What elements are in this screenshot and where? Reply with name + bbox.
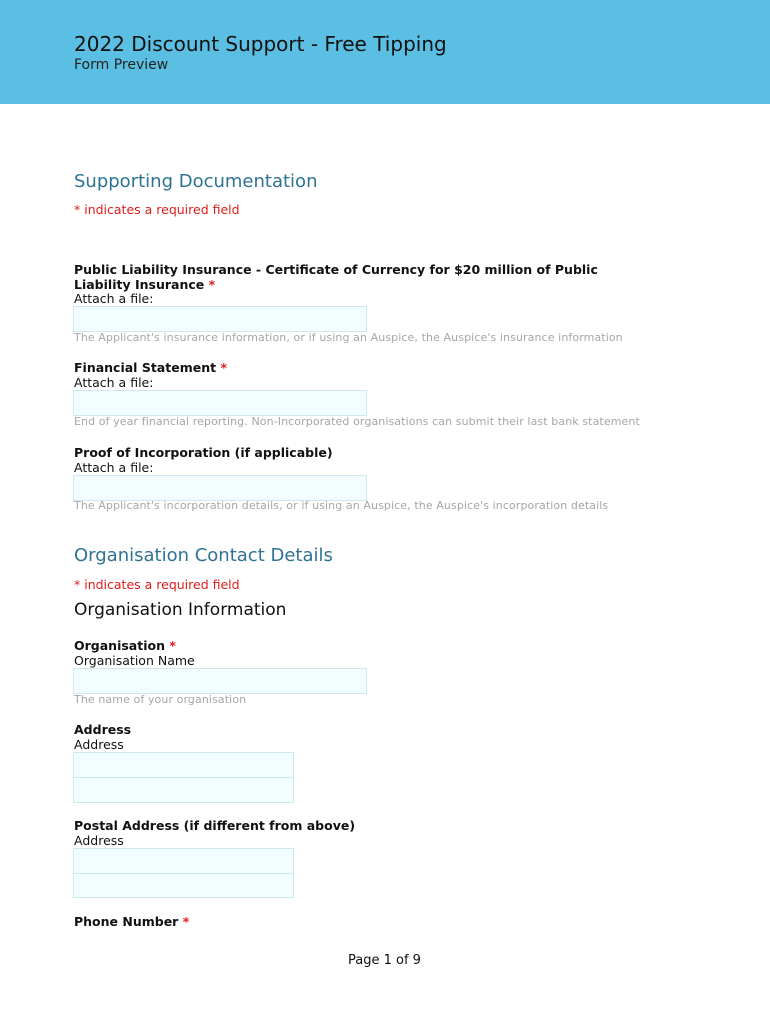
required-marker: * xyxy=(169,638,176,653)
field-label-phone-number: Phone Number * xyxy=(74,914,190,929)
field-help-text: End of year financial reporting. Non-Incorporated organisations can submit their last bank statement xyxy=(74,415,640,428)
field-help-text: The name of your organisation xyxy=(74,693,247,706)
field-label-proof-of-incorporation: Proof of Incorporation (if applicable) xyxy=(74,445,333,460)
section-title-supporting: Supporting Documentation xyxy=(74,171,318,192)
field-label-liability-insurance: Public Liability Insurance - Certificate of Currency for $20 million of Public Liability Insurance * xyxy=(74,262,598,292)
field-help-text: The Applicant's insurance information, or if using an Auspice, the Auspice's insurance information xyxy=(74,331,623,344)
required-marker: * xyxy=(208,277,216,292)
field-sublabel: Address xyxy=(74,833,124,848)
organisation-name-input[interactable] xyxy=(73,668,367,694)
page-number: Page 1 of 9 xyxy=(348,953,421,968)
subsection-title-organisation-info: Organisation Information xyxy=(74,600,287,620)
postal-address-line-2-input[interactable] xyxy=(73,873,294,898)
field-label-postal-address: Postal Address (if different from above) xyxy=(74,818,356,833)
address-line-1-input[interactable] xyxy=(73,752,294,778)
required-note: * indicates a required field xyxy=(74,577,240,592)
required-marker: * xyxy=(220,360,227,375)
form-title: 2022 Discount Support - Free Tipping xyxy=(74,32,447,56)
file-upload-proof-of-incorporation[interactable] xyxy=(73,475,367,501)
required-marker: * xyxy=(182,914,190,929)
field-sublabel: Organisation Name xyxy=(74,653,195,668)
field-label-address: Address xyxy=(74,722,132,737)
form-header xyxy=(0,0,770,104)
field-label-financial-statement: Financial Statement * xyxy=(74,360,227,375)
field-sublabel: Address xyxy=(74,737,124,752)
file-upload-liability-insurance[interactable] xyxy=(73,306,367,332)
field-sublabel: Attach a file: xyxy=(74,375,154,390)
field-label-organisation: Organisation * xyxy=(74,638,176,653)
section-title-contact: Organisation Contact Details xyxy=(74,545,333,566)
form-subtitle: Form Preview xyxy=(74,57,169,73)
file-upload-financial-statement[interactable] xyxy=(73,390,367,416)
required-note: * indicates a required field xyxy=(74,202,240,217)
field-sublabel: Attach a file: xyxy=(74,460,154,475)
field-sublabel: Attach a file: xyxy=(74,291,154,306)
postal-address-line-1-input[interactable] xyxy=(73,848,294,874)
address-line-2-input[interactable] xyxy=(73,777,294,803)
field-help-text: The Applicant's incorporation details, or if using an Auspice, the Auspice's incorporation details xyxy=(74,499,609,512)
